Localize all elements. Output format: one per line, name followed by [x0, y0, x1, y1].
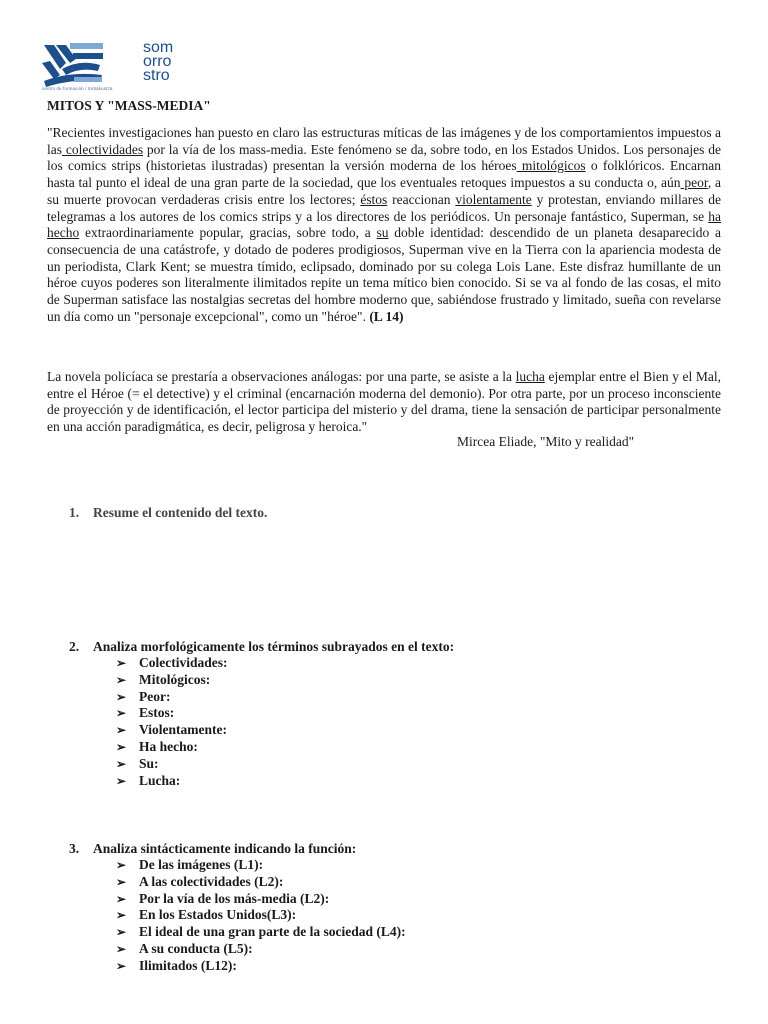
text-paragraph-1	[47, 125, 721, 325]
arrow-bullet-icon: ➢	[116, 656, 127, 670]
logo-word: som	[143, 39, 174, 56]
list-item	[116, 655, 228, 672]
list-item-label: Su:	[139, 755, 159, 771]
question-2	[69, 639, 454, 655]
list-item	[116, 924, 406, 941]
list-item	[116, 907, 406, 924]
arrow-bullet-icon: ➢	[116, 756, 127, 771]
list-item	[116, 941, 406, 958]
author-signature: Mircea Eliade, "Mito y realidad"	[457, 434, 635, 449]
underlined-term: éstos	[360, 191, 388, 207]
logo-wordmark	[143, 41, 173, 83]
arrow-bullet-icon: ➢	[116, 773, 127, 788]
arrow-bullet-icon: ➢	[116, 858, 127, 872]
somorrostro-logo	[40, 39, 174, 97]
arrow-bullet-icon: ➢	[116, 672, 127, 687]
text-run: por la vía de los mass-media. Este fenómeno se da, sobre todo, en los Estados Unidos. Los personajes de los comics strips (historietas ilustradas) presentan la versión moderna de los héroes	[47, 141, 721, 174]
arrow-bullet-icon: ➢	[116, 925, 127, 940]
list-item	[116, 857, 406, 874]
underlined-term: violentamente	[455, 191, 532, 207]
question-3-phrases-list	[116, 857, 406, 975]
underlined-term: peor	[680, 175, 708, 191]
logo-word: stro	[143, 67, 170, 84]
question-text: Analiza sintácticamente indicando la función:	[93, 841, 357, 856]
arrow-bullet-icon: ➢	[116, 739, 127, 754]
list-item-label: Peor:	[139, 688, 171, 704]
text-paragraph-2	[47, 369, 721, 436]
arrow-bullet-icon: ➢	[116, 689, 127, 704]
list-item	[116, 689, 228, 706]
list-item-label: De las imágenes (L1):	[139, 857, 264, 872]
text-run: y protestan, enviando millares de telegramas a los autores de los comics strips y a los directores de los periódicos. Un personaje fantástico, Superman, se	[47, 191, 721, 224]
list-item-label: Lucha:	[139, 772, 181, 788]
text-run: reaccionan	[387, 191, 456, 207]
list-item	[116, 874, 406, 891]
list-item-label: A su conducta (L5):	[139, 940, 253, 956]
question-3	[69, 841, 356, 857]
arrow-bullet-icon: ➢	[116, 891, 127, 906]
list-item-label: Ilimitados (L12):	[139, 957, 237, 973]
list-item-label: Ha hecho:	[139, 738, 198, 754]
question-number: 3.	[69, 841, 80, 856]
list-item	[116, 739, 228, 756]
logo-subtitle: centro de formación / trebakuntza	[42, 86, 113, 91]
text-run: "Recientes investigaciones han puesto en claro las estructuras míticas de las imágenes y de los comportamientos impuestos a las	[47, 125, 721, 157]
question-text: Analiza morfológicamente los términos subrayados en el texto:	[93, 639, 455, 654]
list-item-label: Mitológicos:	[139, 671, 211, 687]
text-run: , a su muerte provocan verdaderas crisis entre los lectores;	[47, 175, 722, 207]
arrow-bullet-icon: ➢	[116, 706, 127, 721]
text-run: o folklóricos. Encarnan hasta tal punto el ideal de una gran parte de la sociedad, que los eventuales retoques impuestos a su conducta o, aún	[47, 158, 722, 191]
logo-mark-icon	[40, 41, 104, 87]
question-1	[69, 505, 267, 521]
list-item	[116, 672, 228, 689]
underlined-term: mitológicos	[516, 158, 586, 174]
question-number: 1.	[69, 505, 80, 520]
question-text: Resume el contenido del texto.	[93, 505, 268, 520]
list-item	[116, 705, 228, 722]
list-item	[116, 756, 228, 773]
logo-word: orro	[143, 53, 172, 70]
list-item	[116, 773, 228, 790]
arrow-bullet-icon: ➢	[116, 723, 127, 738]
document-title: MITOS Y "MASS-MEDIA"	[47, 98, 211, 113]
underlined-term: ha hecho	[47, 208, 721, 241]
list-item-label: Por la vía de los más-media (L2):	[139, 890, 330, 906]
question-2-terms-list	[116, 655, 228, 789]
arrow-bullet-icon: ➢	[116, 958, 127, 973]
arrow-bullet-icon: ➢	[116, 908, 127, 923]
list-item-label: El ideal de una gran parte de la sociedad (L4):	[139, 924, 406, 940]
list-item-label: En los Estados Unidos(L3):	[139, 907, 297, 923]
text-run: doble identidad: descendido de un planeta desaparecido a consecuencia de una catástrofe, y dotado de poderes prodigiosos, Superman vive en la Tierra con la apariencia modesta de un periodista, Clark Kent; se muestra tímido, eclipsado, dominado por su colega Lois Lane. Este disfraz humillante de un héroe cuyos poderes son literalmente ilimitados repite un tema mítico bien conocido. Si se va al fondo de las cosas, el mito de Superman satisface las nostalgias secretas del hombre moderno que, sabiéndose frustrado y limitado, sueña con revelarse un día como un "personaje excepcional", como un "héroe".	[47, 225, 721, 324]
underlined-term: colectividades	[62, 141, 144, 157]
arrow-bullet-icon: ➢	[116, 941, 127, 956]
arrow-bullet-icon: ➢	[116, 874, 127, 889]
list-item-label: Violentamente:	[139, 722, 227, 738]
list-item	[116, 958, 406, 975]
list-item	[116, 891, 406, 908]
line-reference: (L 14)	[369, 308, 404, 324]
text-run: La novela policíaca se prestaría a observaciones análogas: por una parte, se asiste a la	[47, 369, 516, 384]
underlined-term: su	[376, 225, 389, 241]
text-run: extraordinariamente popular, gracias, sobre todo, a	[79, 225, 377, 241]
list-item-label: Colectividades:	[139, 655, 228, 670]
list-item	[116, 722, 228, 739]
text-run: ejemplar entre el Bien y el Mal, entre el Héroe (= el detective) y el criminal (encarnación moderna del demonio). Por otra parte, por un proceso inconsciente de proyección y de identificación, el lector participa del misterio y del drama, tiene la sensación de participar personalmente en una acción paradigmática, es decir, peligrosa y heroica."	[47, 369, 721, 435]
underlined-term: lucha	[515, 369, 545, 384]
question-number: 2.	[69, 639, 80, 654]
list-item-label: Estos:	[139, 705, 175, 721]
list-item-label: A las colectividades (L2):	[139, 873, 284, 889]
